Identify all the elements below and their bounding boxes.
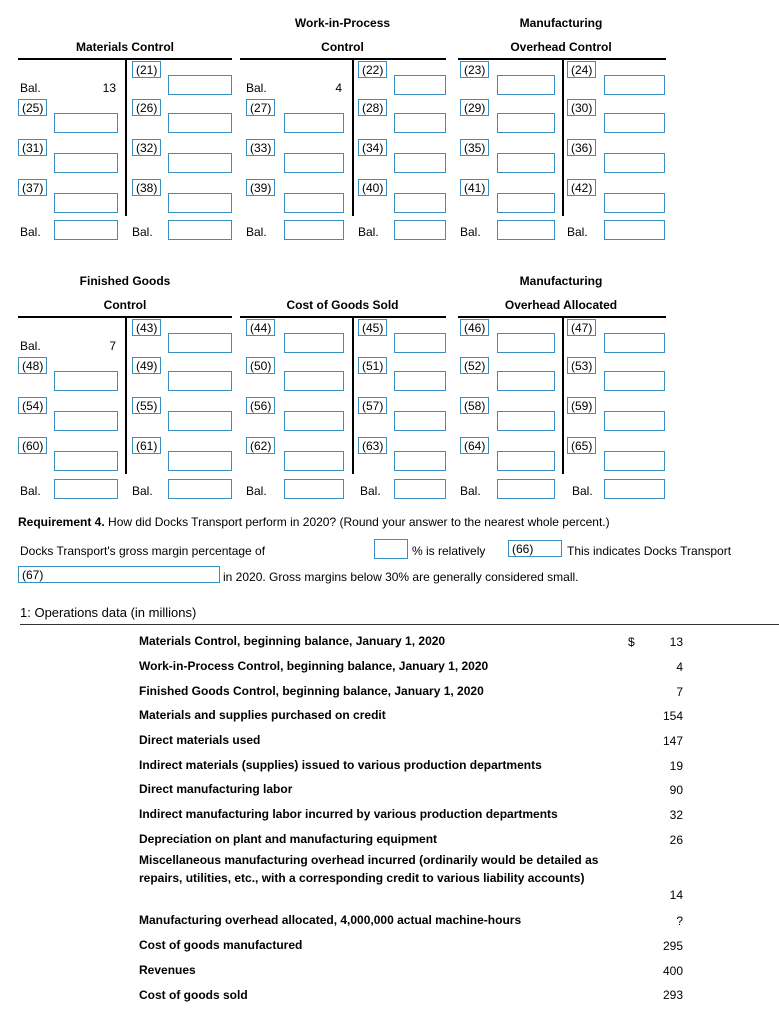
operations-title: 1: Operations data (in millions)	[20, 605, 197, 620]
credit-input[interactable]	[168, 411, 232, 431]
ops-row-label: Materials Control, beginning balance, January 1, 2020	[139, 634, 446, 648]
bal-label: Bal.	[360, 484, 381, 498]
ops-row-value: 400	[662, 964, 683, 978]
debit-input[interactable]	[497, 193, 555, 213]
entry-tag: (34)	[358, 139, 387, 156]
entry-tag: (31)	[18, 139, 47, 156]
entry-tag: (39)	[246, 179, 275, 196]
ledger-title-line1: Manufacturing	[519, 274, 603, 288]
debit-input[interactable]	[284, 451, 344, 471]
credit-input[interactable]	[168, 371, 232, 391]
entry-tag: (53)	[567, 357, 596, 374]
entry-tag: (41)	[460, 179, 489, 196]
debit-balance-input[interactable]	[284, 220, 344, 240]
entry-tag: (57)	[358, 397, 387, 414]
relatively-dropdown-66[interactable]: (66)	[508, 540, 562, 557]
debit-input[interactable]	[284, 411, 344, 431]
t-account-top-line	[240, 58, 446, 60]
credit-balance-input[interactable]	[168, 479, 232, 499]
debit-input[interactable]	[497, 75, 555, 95]
bal-label: Bal.	[132, 484, 153, 498]
ops-row-label: Cost of goods manufactured	[139, 938, 303, 952]
debit-balance-input[interactable]	[54, 479, 118, 499]
ops-row-value: 147	[662, 734, 683, 748]
credit-input[interactable]	[394, 75, 446, 95]
entry-tag: (44)	[246, 319, 275, 336]
ops-row-label: Revenues	[139, 963, 196, 977]
indicates-label: This indicates Docks Transport	[567, 544, 732, 558]
ops-row-value: 154	[662, 709, 683, 723]
credit-input[interactable]	[604, 451, 665, 471]
credit-input[interactable]	[604, 75, 665, 95]
ops-row-label: Miscellaneous manufacturing overhead incurred (ordinarily would be detailed as repairs, utilities, etc., with a corresponding credit to various liability accounts)	[139, 853, 599, 885]
entry-tag: (23)	[460, 61, 489, 78]
entry-tag: (61)	[132, 437, 161, 454]
ops-row-label: Direct manufacturing labor	[139, 782, 293, 796]
debit-balance-input[interactable]	[497, 220, 555, 240]
t-account-center-line	[125, 316, 127, 474]
requirement-heading: Requirement 4.	[18, 515, 105, 529]
ops-row-value: 293	[662, 988, 683, 1002]
gross-margin-percent-input[interactable]	[374, 539, 408, 559]
credit-input[interactable]	[394, 333, 446, 353]
credit-input[interactable]	[394, 411, 446, 431]
ops-row-label: Cost of goods sold	[139, 988, 248, 1002]
debit-input[interactable]	[284, 333, 344, 353]
credit-input[interactable]	[394, 113, 446, 133]
entry-tag: (24)	[567, 61, 596, 78]
debit-input[interactable]	[497, 451, 555, 471]
t-account-center-line	[562, 58, 564, 216]
credit-balance-input[interactable]	[394, 220, 446, 240]
credit-input[interactable]	[604, 113, 665, 133]
entry-tag: (42)	[567, 179, 596, 196]
credit-input[interactable]	[394, 451, 446, 471]
entry-tag: (30)	[567, 99, 596, 116]
bal-label: Bal.	[20, 81, 41, 95]
percent-relatively-label: % is relatively	[412, 544, 486, 558]
bal-label: Bal.	[246, 484, 267, 498]
t-account-top-line	[240, 316, 446, 318]
ops-row-label: Direct materials used	[139, 733, 261, 747]
debit-input[interactable]	[54, 451, 118, 471]
t-account-center-line	[562, 316, 564, 474]
debit-input[interactable]	[497, 153, 555, 173]
credit-balance-input[interactable]	[394, 479, 446, 499]
ops-row-value: 90	[669, 783, 683, 797]
bal-label: Bal.	[358, 225, 379, 239]
entry-tag: (43)	[132, 319, 161, 336]
debit-input[interactable]	[284, 371, 344, 391]
ops-row-label: Materials and supplies purchased on credit	[139, 708, 386, 722]
bal-label: Bal.	[572, 484, 593, 498]
ledger-title-line2: Control	[103, 298, 147, 312]
ledger-title-line2: Control	[321, 40, 364, 54]
entry-tag: (52)	[460, 357, 489, 374]
credit-input[interactable]	[394, 371, 446, 391]
entry-tag: (62)	[246, 437, 275, 454]
entry-tag: (28)	[358, 99, 387, 116]
ledger-title: Materials Control	[75, 40, 174, 54]
ops-row-value: 19	[669, 759, 683, 773]
bal-value: 4	[335, 81, 342, 95]
ops-row-label: Finished Goods Control, beginning balance, January 1, 2020	[139, 684, 484, 698]
gross-margin-note: in 2020. Gross margins below 30% are generally considered small.	[223, 570, 579, 584]
credit-input[interactable]	[168, 333, 232, 353]
entry-tag: (51)	[358, 357, 387, 374]
debit-input[interactable]	[284, 153, 344, 173]
credit-input[interactable]	[168, 193, 232, 213]
ops-row-label: Manufacturing overhead allocated, 4,000,000 actual machine-hours	[139, 913, 522, 927]
credit-input[interactable]	[168, 75, 232, 95]
ops-row-label: Work-in-Process Control, beginning balance, January 1, 2020	[139, 659, 489, 673]
ops-row-label: Depreciation on plant and manufacturing equipment	[139, 832, 438, 846]
requirement-question: How did Docks Transport perform in 2020? (Round your answer to the nearest whole percent.)	[104, 515, 610, 529]
debit-input[interactable]	[497, 333, 555, 353]
debit-balance-input[interactable]	[497, 479, 555, 499]
debit-balance-input[interactable]	[284, 479, 344, 499]
debit-input[interactable]	[54, 193, 118, 213]
currency-symbol: $	[628, 635, 635, 649]
credit-balance-input[interactable]	[604, 220, 665, 240]
ops-row-value: 13	[669, 635, 683, 649]
credit-input[interactable]	[604, 411, 665, 431]
debit-input[interactable]	[54, 411, 118, 431]
ops-row-value: 26	[669, 833, 683, 847]
bal-value: 7	[109, 339, 116, 353]
entry-tag: (29)	[460, 99, 489, 116]
entry-tag: (45)	[358, 319, 387, 336]
entry-tag: (46)	[460, 319, 489, 336]
debit-input[interactable]	[497, 371, 555, 391]
operations-divider	[20, 624, 779, 625]
credit-input[interactable]	[604, 333, 665, 353]
t-account-center-line	[352, 58, 354, 216]
debit-input[interactable]	[284, 193, 344, 213]
entry-tag: (48)	[18, 357, 47, 374]
entry-tag: (26)	[132, 99, 161, 116]
entry-tag: (21)	[132, 61, 161, 78]
bal-label: Bal.	[567, 225, 588, 239]
ledger-title-line2: Overhead Control	[510, 40, 612, 54]
bal-label: Bal.	[20, 484, 41, 498]
debit-input[interactable]	[497, 411, 555, 431]
bal-value: 13	[102, 81, 116, 95]
entry-tag: (36)	[567, 139, 596, 156]
credit-input[interactable]	[604, 371, 665, 391]
ledger-title: Cost of Goods Sold	[286, 298, 399, 312]
entry-tag: (63)	[358, 437, 387, 454]
credit-input[interactable]	[394, 193, 446, 213]
t-account-center-line	[352, 316, 354, 474]
debit-input[interactable]	[497, 113, 555, 133]
entry-tag: (64)	[460, 437, 489, 454]
entry-tag: (56)	[246, 397, 275, 414]
entry-tag: (27)	[246, 99, 275, 116]
credit-input[interactable]	[168, 451, 232, 471]
entry-tag: (65)	[567, 437, 596, 454]
bal-label: Bal.	[20, 339, 41, 353]
entry-tag: (50)	[246, 357, 275, 374]
entry-tag: (55)	[132, 397, 161, 414]
entry-tag: (25)	[18, 99, 47, 116]
t-account-center-line	[125, 58, 127, 216]
ledger-title-line2: Overhead Allocated	[504, 298, 618, 312]
ledger-title-line1: Manufacturing	[519, 16, 603, 30]
entry-tag: (35)	[460, 139, 489, 156]
debit-input[interactable]	[54, 371, 118, 391]
bal-label: Bal.	[20, 225, 41, 239]
debit-balance-input[interactable]	[54, 220, 118, 240]
debit-input[interactable]	[54, 113, 118, 133]
entry-tag: (49)	[132, 357, 161, 374]
ops-row-value: 295	[662, 939, 683, 953]
entry-tag: (58)	[460, 397, 489, 414]
ledger-title-line1: Finished Goods	[79, 274, 171, 288]
ops-row-value: 14	[669, 888, 683, 902]
ops-row-value: ?	[676, 914, 683, 928]
bal-label: Bal.	[246, 81, 267, 95]
ledger-title-line1: Work-in-Process	[294, 16, 391, 30]
entry-tag: (47)	[567, 319, 596, 336]
ops-row-value: 4	[676, 660, 683, 674]
ops-row-value: 32	[669, 808, 683, 822]
entry-tag: (33)	[246, 139, 275, 156]
ops-row-label: Indirect materials (supplies) issued to various production departments	[139, 758, 542, 772]
entry-tag: (54)	[18, 397, 47, 414]
ops-row-value: 7	[676, 685, 683, 699]
entry-tag: (32)	[132, 139, 161, 156]
entry-tag: (22)	[358, 61, 387, 78]
entry-tag: (37)	[18, 179, 47, 196]
performance-dropdown-67[interactable]: (67)	[18, 566, 220, 583]
credit-input[interactable]	[394, 153, 446, 173]
entry-tag: (59)	[567, 397, 596, 414]
ops-row-label: Indirect manufacturing labor incurred by various production departments	[139, 807, 558, 821]
credit-input[interactable]	[604, 193, 665, 213]
credit-input[interactable]	[604, 153, 665, 173]
bal-label: Bal.	[132, 225, 153, 239]
entry-tag: (40)	[358, 179, 387, 196]
credit-balance-input[interactable]	[604, 479, 665, 499]
debit-input[interactable]	[284, 113, 344, 133]
requirement-text	[18, 515, 610, 529]
bal-label: Bal.	[460, 484, 481, 498]
entry-tag: (60)	[18, 437, 47, 454]
credit-balance-input[interactable]	[168, 220, 232, 240]
bal-label: Bal.	[460, 225, 481, 239]
credit-input[interactable]	[168, 113, 232, 133]
credit-input[interactable]	[168, 153, 232, 173]
gross-margin-label: Docks Transport's gross margin percentage of	[20, 544, 266, 558]
entry-tag: (38)	[132, 179, 161, 196]
bal-label: Bal.	[246, 225, 267, 239]
debit-input[interactable]	[54, 153, 118, 173]
